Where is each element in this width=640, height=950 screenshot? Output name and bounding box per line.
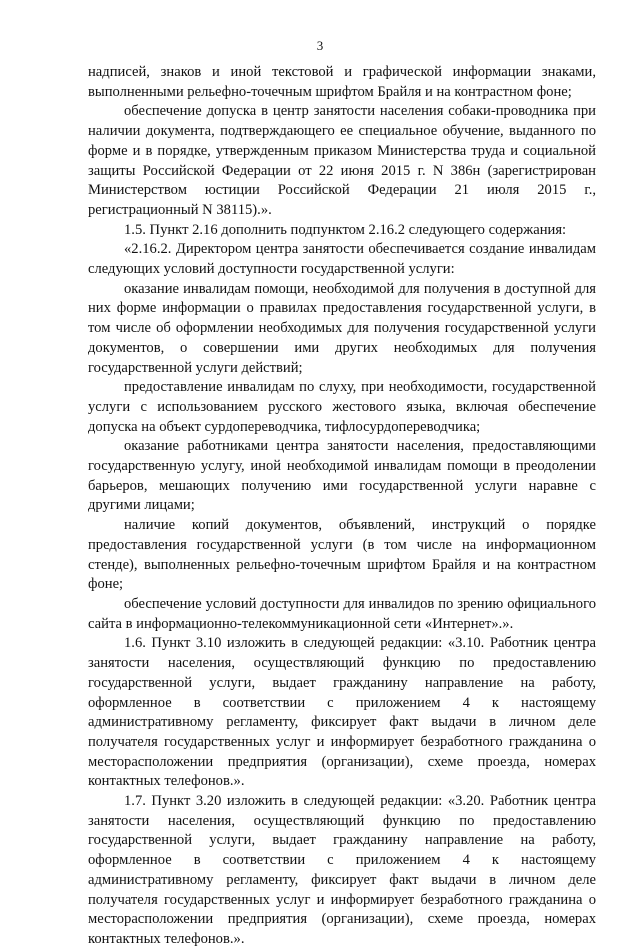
paragraph-sign-language: предоставление инвалидам по слуху, при необходимости, государственной услуги с использованием русского жестового языка, включая обеспечение допуска на объект сурдопереводчика, тифлосурдопереводчика; bbox=[88, 379, 596, 435]
paragraph-staff-help: оказание работниками центра занятости населения, предоставляющими государственную услугу, иной необходимой инвалидам помощи в преодолении барьеров, мешающих получению ими государственной услуги наравне с другими лицами; bbox=[88, 438, 596, 514]
paragraph-website-accessibility: обеспечение условий доступности для инвалидов по зрению официального сайта в информационно-телекоммуникационной сети «Интернет».». bbox=[88, 595, 596, 632]
paragraph-guide-dog-access: обеспечение допуска в центр занятости населения собаки-проводника при наличии документа, подтверждающего ее специальное обучение, выданного по форме и в порядке, утвержденным приказом Министерства труда и социальной защиты Российской Федерации от 22 июня 2015 г. N 386н (зарегистрирован Министерством юстиции Российской Федерации 21 июля 2015 г., регистрационный N 38115).». bbox=[88, 103, 596, 218]
paragraph-continuation: надписей, знаков и иной текстовой и графической информации знаками, выполненными рельефно-точечным шрифтом Брайля и на контрастном фоне; bbox=[88, 64, 596, 100]
page-number: 3 bbox=[316, 38, 324, 53]
paragraph-braille-copies: наличие копий документов, объявлений, инструкций о порядке предоставления государственной услуги (в том числе на информационном стенде), выполненных рельефно-точечным шрифтом Брайля и на контрастном фоне; bbox=[88, 517, 596, 593]
paragraph-2-16-2: «2.16.2. Директором центра занятости обеспечивается создание инвалидам следующих условий доступности государственной услуги: bbox=[88, 241, 596, 278]
paragraph-clause-1-5: 1.5. Пункт 2.16 дополнить подпунктом 2.16.2 следующего содержания: bbox=[124, 221, 567, 238]
paragraph-assistance: оказание инвалидам помощи, необходимой для получения в доступной для них форме информации о правилах предоставления государственной услуги, в том числе об оформлении необходимых для получения государственной услуги документов, о совершении ими других необходимых для получения государственной услуги действий; bbox=[88, 280, 596, 376]
document-body bbox=[88, 63, 596, 950]
paragraph-clause-1-7: 1.7. Пункт 3.20 изложить в следующей редакции: «3.20. Работник центра занятости населения, осуществляющий функцию по предоставлению государственной услуги, выдает гражданину направление на работу, оформленное в соответствии с приложением 4 к настоящему административному регламенту, фиксирует факт выдачи в личном деле получателя государственных услуг и информирует безработного гражданина о месторасположении предприятия (организации), схеме проезда, номерах контактных телефонов.». bbox=[88, 793, 596, 947]
paragraph-clause-1-6: 1.6. Пункт 3.10 изложить в следующей редакции: «3.10. Работник центра занятости населения, осуществляющий функцию по предоставлению государственной услуги, выдает гражданину направление на работу, оформленное в соответствии с приложением 4 к настоящему административному регламенту, фиксирует факт выдачи в личном деле получателя государственных услуг и информирует безработного гражданина о месторасположении предприятия (организации), схеме проезда, номерах контактных телефонов.». bbox=[88, 635, 596, 790]
